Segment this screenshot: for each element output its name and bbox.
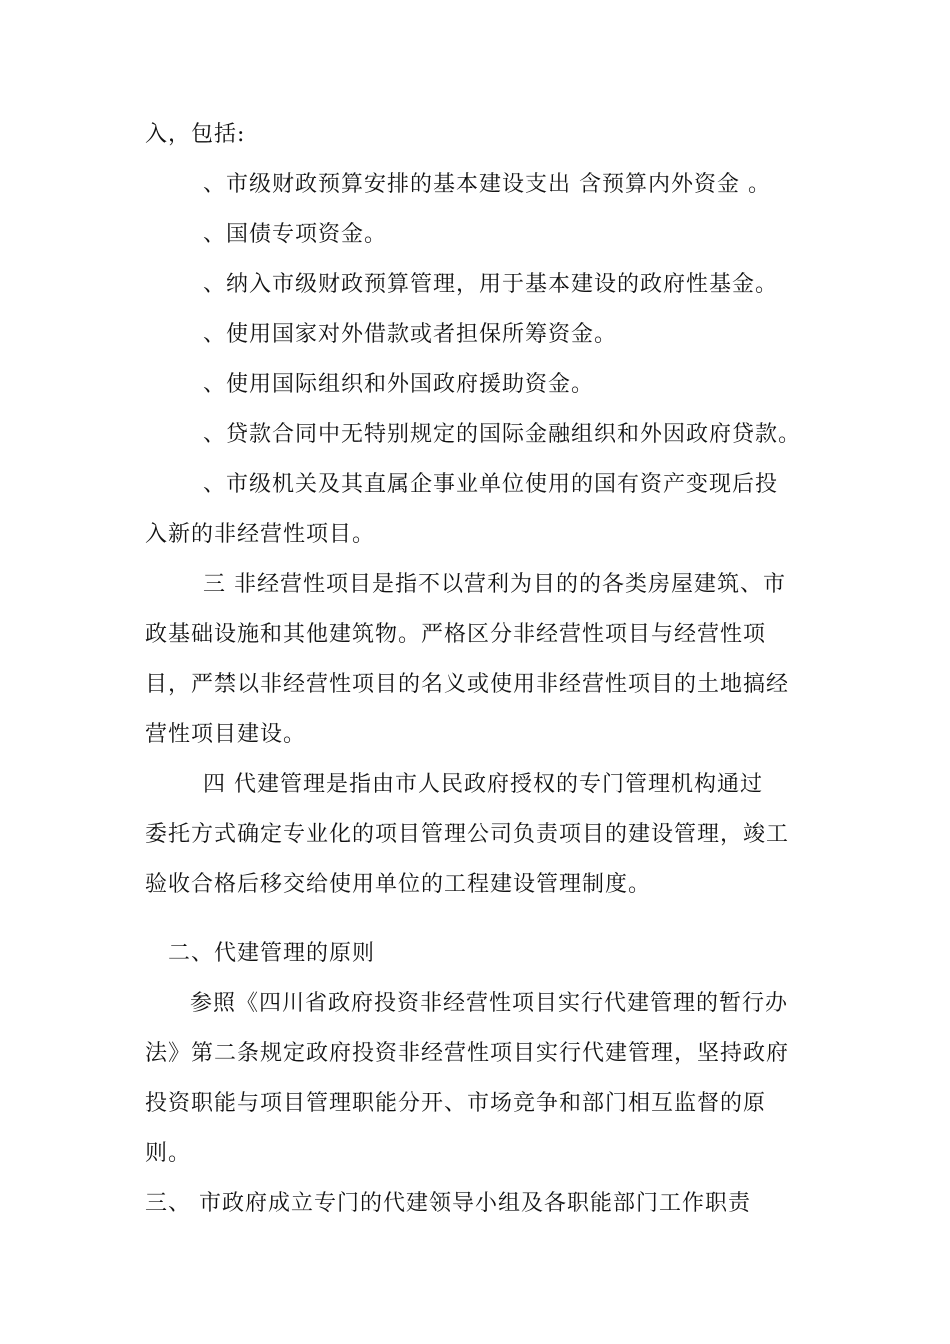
paragraph-line: 投资职能与项目管理职能分开、市场竞争和部门相互监督的原 (145, 1091, 767, 1116)
section-heading: 三、 市政府成立专门的代建领导小组及各职能部门工作职责 (145, 1191, 751, 1216)
list-item: 、市级财政预算安排的基本建设支出 含预算内外资金 。 (203, 172, 771, 197)
list-item: 、市级机关及其直属企事业单位使用的国有资产变现后投 (203, 472, 779, 497)
paragraph-line: 验收合格后移交给使用单位的工程建设管理制度。 (145, 872, 652, 897)
paragraph-line: 则。 (145, 1141, 192, 1166)
paragraph-line: 营性项目建设。 (145, 722, 307, 747)
list-item: 、贷款合同中无特别规定的国际金融组织和外因政府贷款。 (203, 422, 802, 447)
paragraph-line: 三 非经营性项目是指不以营利为目的的各类房屋建筑、市 (203, 572, 786, 597)
paragraph-line: 参照《四川省政府投资非经营性项目实行代建管理的暂行办 (190, 991, 789, 1016)
paragraph-line: 四 代建管理是指由市人民政府授权的专门管理机构通过 (203, 772, 763, 797)
list-item: 、使用国家对外借款或者担保所筹资金。 (203, 322, 618, 347)
paragraph-line: 法》第二条规定政府投资非经营性项目实行代建管理，坚持政府 (145, 1041, 790, 1066)
text-line: 入，包括: (145, 122, 246, 147)
text-line: 入新的非经营性项目。 (145, 522, 376, 547)
list-item: 、国债专项资金。 (203, 222, 388, 247)
list-item: 、使用国际组织和外国政府援助资金。 (203, 372, 595, 397)
paragraph-line: 委托方式确定专业化的项目管理公司负责项目的建设管理，竣工 (145, 822, 790, 847)
paragraph-line: 政基础设施和其他建筑物。严格区分非经营性项目与经营性项 (145, 622, 767, 647)
list-item: 、纳入市级财政预算管理，用于基本建设的政府性基金。 (203, 272, 779, 297)
paragraph-line: 目，严禁以非经营性项目的名义或使用非经营性项目的土地搞经 (145, 672, 790, 697)
section-heading: 二、代建管理的原则 (168, 941, 376, 966)
